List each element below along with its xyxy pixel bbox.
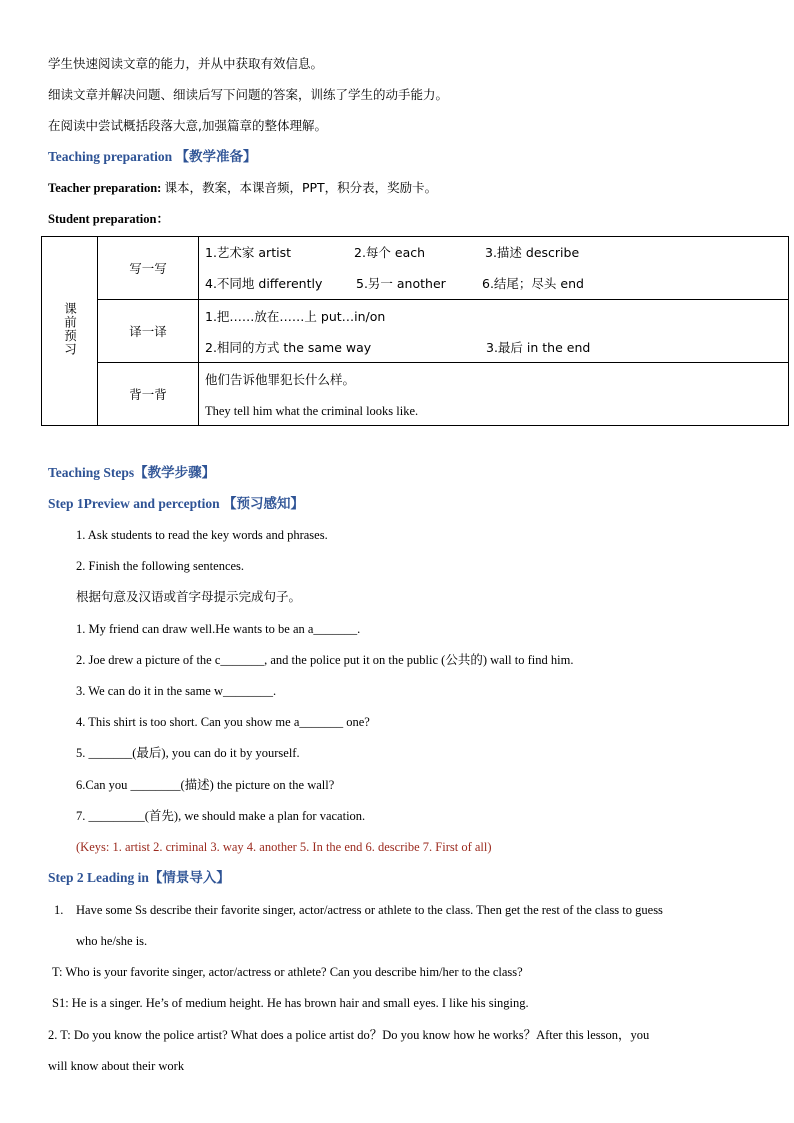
intro-line-3: 在阅读中尝试概括段落大意,加强篇章的整体理解。 [48, 118, 327, 133]
intro-line-1: 学生快速阅读文章的能力，并从中获取有效信息。 [48, 56, 324, 71]
teacher-prep-value: 课本，教案，本课音频，PPT，积分表，奖励卡。 [164, 180, 438, 195]
step1-keys: (Keys: 1. artist 2. criminal 3. way 4. another 5. In the end 6. describe 7. First of all) [76, 840, 492, 854]
step1-heading: Step 1Preview and perception 【预习感知】 [48, 496, 304, 511]
row-label: 译一译 [98, 300, 199, 363]
cell-text: 他们告诉他罪犯长什么样。 [205, 372, 356, 387]
student-prep-label: Student preparation： [48, 212, 169, 226]
step1-item: 6.Can you ________(描述) the picture on the wall? [76, 778, 335, 792]
row-label: 写一写 [98, 237, 199, 300]
teacher-prep [48, 180, 437, 196]
row-content [199, 300, 789, 363]
cell-text: 2.每个 each [354, 245, 426, 260]
side-label: 课前预习 [62, 302, 78, 356]
steps-heading: Teaching Steps【教学步骤】 [48, 465, 216, 480]
cell-text: 1.把……放在……上 put…in/on [205, 309, 386, 324]
step2-item2-line1: 2. T: Do you know the police artist? What does a police artist do？Do you know how he works？After this lesson，you [48, 1028, 650, 1042]
teacher-line: T: Who is your favorite singer, actor/actress or athlete? Can you describe him/her to the class? [52, 965, 523, 979]
teacher-prep-label: Teacher preparation: [48, 181, 162, 195]
table-row [42, 237, 789, 300]
step2-heading: Step 2 Leading in【情景导入】 [48, 870, 230, 885]
preview-table [41, 236, 789, 426]
cell-text: 1.艺术家 artist [205, 245, 291, 260]
cell-text: 3.描述 describe [485, 245, 580, 260]
step1-item: 2. Finish the following sentences. [76, 559, 245, 573]
step1-item: 3. We can do it in the same w________. [76, 684, 277, 698]
step2-item2-line2: will know about their work [48, 1059, 185, 1073]
step1-item: 4. This shirt is too short. Can you show me a_______ one? [76, 715, 370, 729]
step1-item: 1. My friend can draw well.He wants to be an a_______. [76, 622, 361, 636]
cell-text: 2.相同的方式 the same way [205, 340, 372, 355]
cell-text: 4.不同地 differently [205, 276, 323, 291]
side-label-cell [42, 237, 98, 426]
step1-item: 5. _______(最后), you can do it by yourself. [76, 746, 300, 760]
cell-text: 6.结尾；尽头 end [482, 276, 584, 291]
row-content [199, 237, 789, 300]
step2-item1-num: 1. [54, 903, 64, 917]
prep-heading: Teaching preparation 【教学准备】 [48, 149, 257, 164]
cell-text: 3.最后 in the end [486, 340, 591, 355]
table-row [42, 363, 789, 426]
row-content [199, 363, 789, 426]
step2-item1-line1: Have some Ss describe their favorite singer, actor/actress or athlete to the class. Then get the rest of the class to guess [76, 903, 663, 917]
cell-text: 5.另一 another [356, 276, 446, 291]
cell-text: They tell him what the criminal looks like. [205, 404, 419, 418]
step2-item1-line2: who he/she is. [76, 934, 148, 948]
student-line: S1: He is a singer. He’s of medium height. He has brown hair and small eyes. I like his singing. [52, 996, 529, 1010]
intro-line-2: 细读文章并解决问题、细读后写下问题的答案，训练了学生的动手能力。 [48, 87, 449, 102]
row-label: 背一背 [98, 363, 199, 426]
step1-item: 7. _________(首先), we should make a plan for vacation. [76, 809, 366, 823]
step1-item: 2. Joe drew a picture of the c_______, and the police put it on the public (公共的) wall to find him. [76, 653, 574, 667]
step1-item: 根据句意及汉语或首字母提示完成句子。 [76, 589, 302, 604]
table-row [42, 300, 789, 363]
step1-item: 1. Ask students to read the key words and phrases. [76, 528, 328, 542]
